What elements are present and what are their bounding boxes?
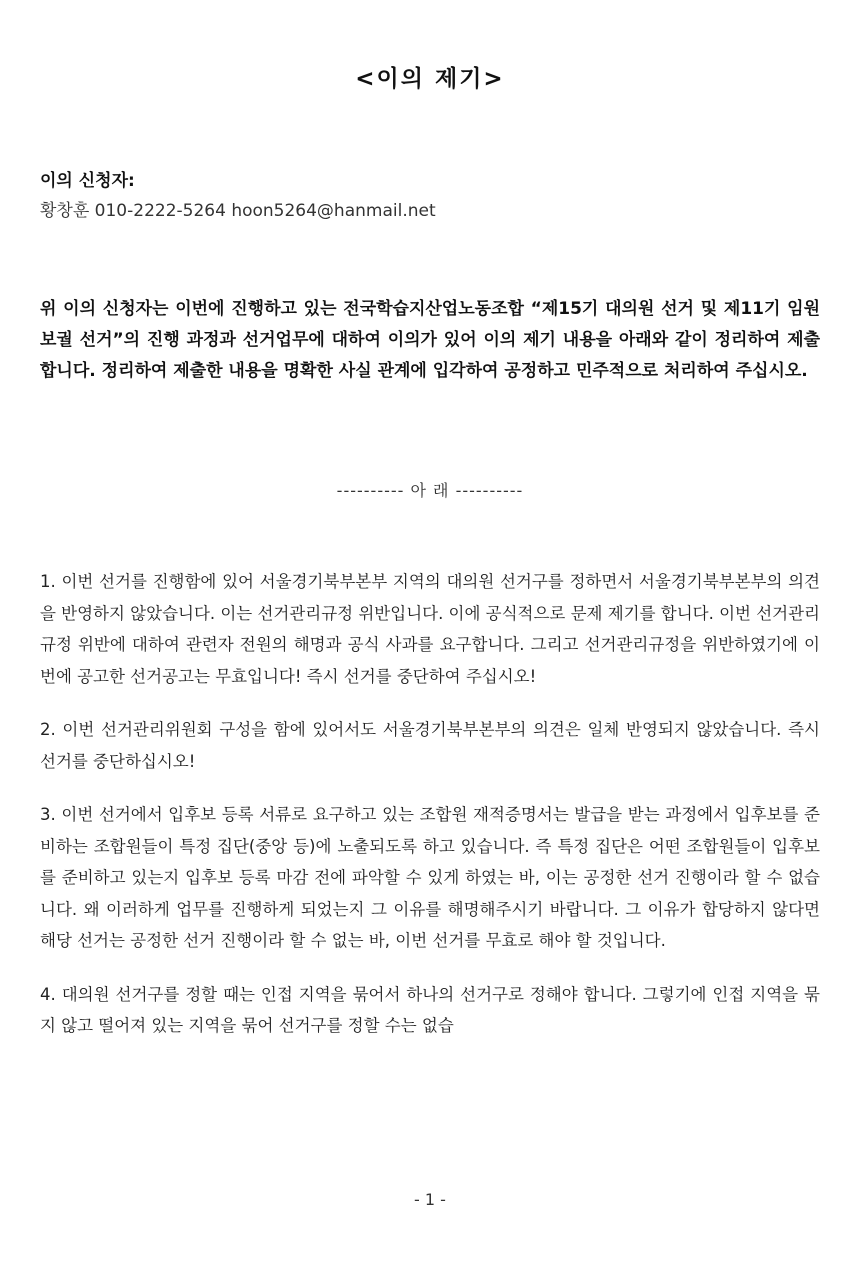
applicant-label: 이의 신청자: bbox=[40, 171, 135, 191]
objection-items bbox=[40, 566, 820, 1064]
objection-item-3: 3. 이번 선거에서 입후보 등록 서류로 요구하고 있는 조합원 재적증명서는 발급을 받는 과정에서 입후보를 준비하는 조합원들이 특정 집단(중앙 등)에 노출되도록 하고 있습니다. 즉 특정 집단은 어떤 조합원들이 입후보를 준비하고 있는지 입후보 등록 마감 전에 파악할 수 있게 하였는 바, 이는 공정한 선거 진행이라 할 수 없습니다. 왜 이러하게 업무를 진행하게 되었는지 그 이유를 해명해주시기 바랍니다. 그 이유가 합당하지 않다면 해당 선거는 공정한 선거 진행이라 할 수 없는 바, 이번 선거를 무효로 해야 할 것입니다. bbox=[40, 805, 820, 950]
objection-item-1: 1. 이번 선거를 진행함에 있어 서울경기북부본부 지역의 대의원 선거구를 정하면서 서울경기북부본부의 의견을 반영하지 않았습니다. 이는 선거관리규정 위반입니다. 이에 공식적으로 문제 제기를 합니다. 이번 선거관리규정 위반에 대하여 관련자 전원의 해명과 공식 사과를 요구합니다. 그리고 선거관리규정을 위반하였기에 이번에 공고한 선거공고는 무효입니다! 즉시 선거를 중단하여 주십시오! bbox=[40, 572, 820, 686]
applicant-contact-info: 황창훈 010-2222-5264 hoon5264@hanmail.net bbox=[40, 201, 436, 221]
section-divider: ---------- 아 래 ---------- bbox=[336, 481, 524, 500]
document-title: <이의 제기> bbox=[355, 66, 505, 92]
objection-item-2: 2. 이번 선거관리위원회 구성을 함에 있어서도 서울경기북부본부의 의견은 일체 반영되지 않았습니다. 즉시 선거를 중단하십시오! bbox=[40, 720, 820, 771]
intro-paragraph: 위 이의 신청자는 이번에 진행하고 있는 전국학습지산업노동조합 “제15기 대의원 선거 및 제11기 임원 보궐 선거”의 진행 과정과 선거업무에 대하여 이의가 있어 이의 제기 내용을 아래와 같이 정리하여 제출합니다. 정리하여 제출한 내용을 명확한 사실 관계에 입각하여 공정하고 민주적으로 처리하여 주십시오. bbox=[40, 299, 820, 381]
page-number: - 1 - bbox=[414, 1190, 446, 1209]
objection-item-4: 4. 대의원 선거구를 정할 때는 인접 지역을 묶어서 하나의 선거구로 정해야 합니다. 그렇기에 인접 지역을 묶지 않고 떨어져 있는 지역을 묶어 선거구를 정할 수는 없습 bbox=[40, 984, 820, 1035]
